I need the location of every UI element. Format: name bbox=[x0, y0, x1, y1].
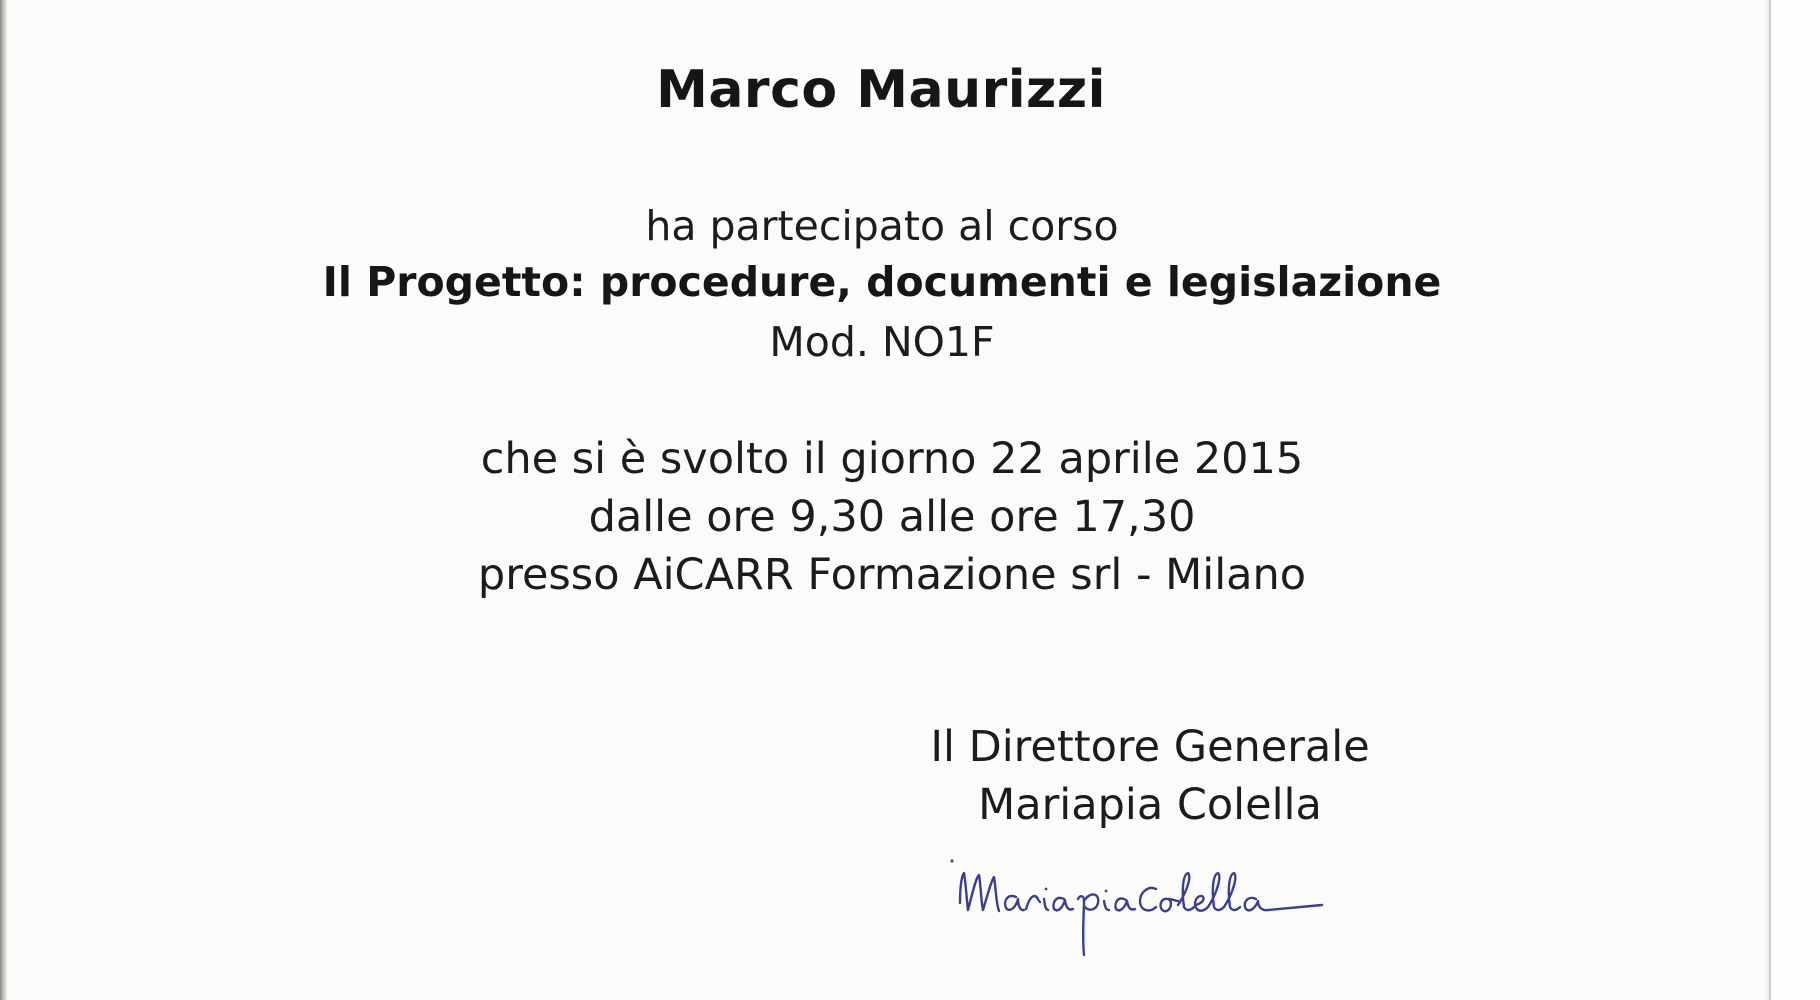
course-venue: presso AiCARR Formazione srl - Milano bbox=[477, 550, 1307, 600]
course-code: Mod. NO1F bbox=[769, 318, 995, 366]
scan-right-edge bbox=[1769, 0, 1820, 1000]
course-title: Il Progetto: procedure, documenti e legislazione bbox=[322, 258, 1442, 306]
intro-text: ha partecipato al corso bbox=[645, 202, 1119, 250]
recipient-name: Marco Maurizzi bbox=[656, 60, 1106, 120]
course-time: dalle ore 9,30 alle ore 17,30 bbox=[588, 492, 1196, 542]
signer-title: Il Direttore Generale bbox=[930, 722, 1370, 772]
course-date: che si è svolto il giorno 22 aprile 2015 bbox=[480, 434, 1304, 484]
handwritten-signature bbox=[950, 855, 1380, 965]
scan-left-edge bbox=[0, 0, 7, 1000]
signer-name: Mariapia Colella bbox=[978, 780, 1322, 830]
